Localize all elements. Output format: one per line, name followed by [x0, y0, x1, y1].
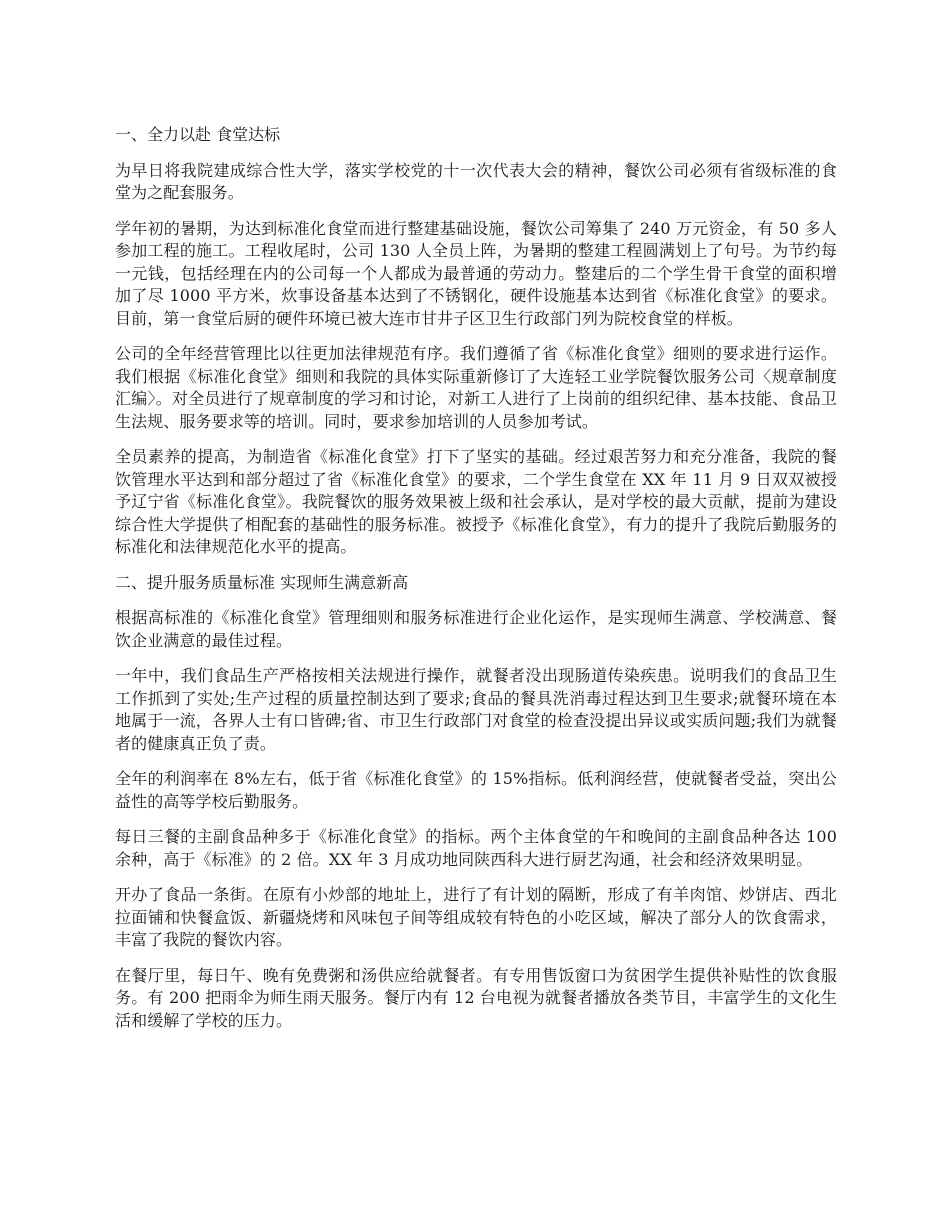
section-heading-1: 一、全力以赴 食堂达标 [115, 125, 281, 144]
paragraph: 全员素养的提高，为制造省《标准化食堂》打下了坚实的基础。经过艰苦努力和充分准备，我院的餐饮管理水平达到和部分超过了省《标准化食堂》的要求，二个学生食堂在 XX 年 11 月 9 日双双被授予辽宁省《标准化食堂》。我院餐饮的服务效果被上级和社会承认，是对学校的最大贡献，提前为建设综合性大学提供了相配套的基础性的服务标准。被授予《标准化食堂》，有力的提升了我院后勤服务的标准化和法律规范化水平的提高。 [115, 447, 837, 556]
section-heading-2: 二、提升服务质量标准 实现师生满意新高 [115, 572, 409, 592]
paragraph: 全年的利润率在 8%左右，低于省《标准化食堂》的 15%指标。低利润经营，使就餐者受益，突出公益性的高等学校后勤服务。 [115, 769, 837, 811]
paragraph: 在餐厅里，每日午、晚有免费粥和汤供应给就餐者。有专用售饭窗口为贫困学生提供补贴性的饮食服务。有 200 把雨伞为师生雨天服务。餐厅内有 12 台电视为就餐者播放各类节目，丰富学生的文化生活和缓解了学校的压力。 [115, 965, 837, 1030]
paragraph: 开办了食品一条街。在原有小炒部的地址上，进行了有计划的隔断，形成了有羊肉馆、炒饼店、西北拉面铺和快餐盒饭、新疆烧烤和风味包子间等组成较有特色的小吃区域，解决了部分人的饮食需求，丰富了我院的餐饮内容。 [115, 885, 837, 949]
paragraph: 学年初的暑期，为达到标准化食堂而进行整建基础设施，餐饮公司筹集了 240 万元资金，有 50 多人参加工程的施工。工程收尾时，公司 130 人全员上阵，为暑期的整建工程圆满划上了句号。为节约每一元钱，包括经理在内的公司每一个人都成为最普通的劳动力。整建后的二个学生骨干食堂的面积增加了尽 1000 平方米，炊事设备基本达到了不锈钢化，硬件设施基本达到省《标准化食堂》的要求。目前，第一食堂后厨的硬件环境已被大连市甘井子区卫生行政部门列为院校食堂的样板。 [115, 218, 837, 328]
paragraph: 公司的全年经营管理比以往更加法律规范有序。我们遵循了省《标准化食堂》细则的要求进行运作。我们根据《标准化食堂》细则和我院的具体实际重新修订了大连轻工业学院餐饮服务公司〈规章制度汇编〉。对全员进行了规章制度的学习和讨论，对新工人进行了上岗前的组织纪律、基本技能、食品卫生法规、服务要求等的培训。同时，要求参加培训的人员参加考试。 [115, 344, 837, 431]
paragraph: 一年中，我们食品生产严格按相关法规进行操作，就餐者没出现肠道传染疾患。说明我们的食品卫生工作抓到了实处;生产过程的质量控制达到了要求;食品的餐具洗消毒过程达到卫生要求;就餐环境在本地属于一流，各界人士有口皆碑;省、市卫生行政部门对食堂的检查没提出异议或实质问题;我们为就餐者的健康真正负了责。 [115, 666, 837, 753]
paragraph: 根据高标准的《标准化食堂》管理细则和服务标准进行企业化运作，是实现师生满意、学校满意、餐饮企业满意的最佳过程。 [115, 608, 837, 650]
document-page [115, 124, 837, 1045]
paragraph: 为早日将我院建成综合性大学，落实学校党的十一次代表大会的精神，餐饮公司必须有省级标准的食堂为之配套服务。 [115, 160, 837, 202]
paragraph: 每日三餐的主副食品种多于《标准化食堂》的指标。两个主体食堂的午和晚间的主副食品种各达 100 余种，高于《标准》的 2 倍。XX 年 3 月成功地同陕西科大进行厨艺沟通，社会和经济效果明显。 [115, 827, 837, 869]
